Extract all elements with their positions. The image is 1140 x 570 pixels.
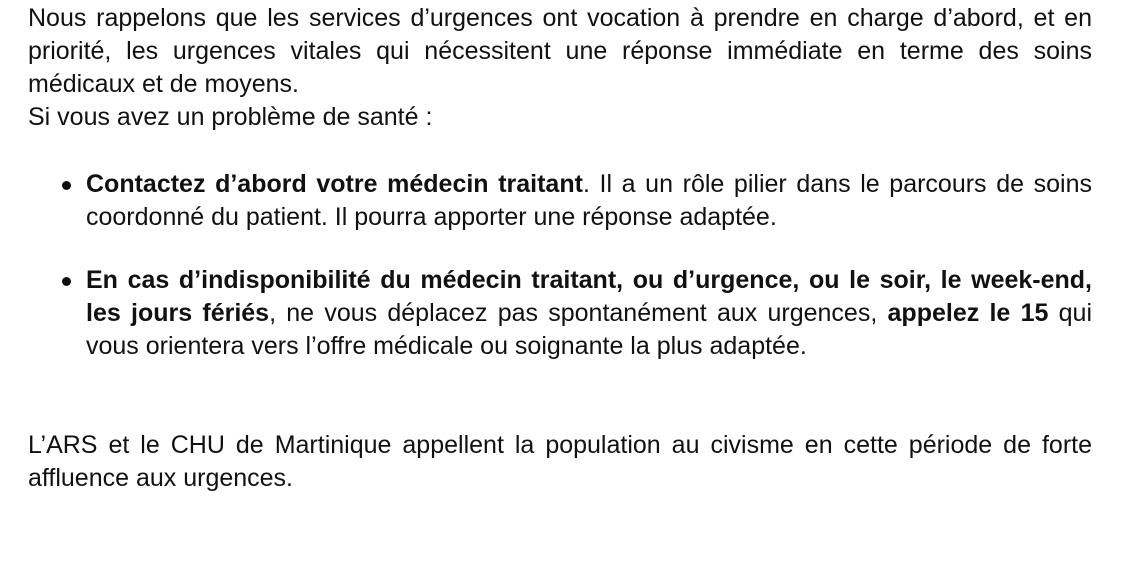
bullet-icon: [62, 277, 71, 286]
advice-text: , ne vous déplacez pas spontanément aux urgences,: [269, 299, 888, 327]
call-15-emphasis: appelez le 15: [887, 299, 1049, 327]
advice-item-contact-doctor: [28, 168, 1092, 234]
advice-text-end: qui vous orientera vers l’offre médicale ou soignante la plus adaptée.: [86, 299, 1092, 360]
advice-item-call-15: [28, 264, 1092, 363]
intro-paragraph: Nous rappelons que les services d’urgences ont vocation à prendre en charge d’abord, et en priorité, les urgences vitales qui nécessitent une réponse immédiate en terme des soins médicaux et de moyens.: [28, 4, 1092, 98]
advice-emphasis: En cas d’indisponibilité du médecin traitant, ou d’urgence, ou le soir, le week-end, les jours fériés: [86, 266, 1092, 327]
advice-text: . Il a un rôle pilier dans le parcours de soins coordonné du patient. Il pourra apporter une réponse adaptée.: [86, 170, 1092, 231]
advice-list: [28, 168, 1092, 363]
spacer: [28, 234, 1092, 264]
spacer: [28, 134, 1092, 168]
bullet-icon: [62, 181, 71, 190]
advice-emphasis: Contactez d’abord votre médecin traitant: [86, 170, 583, 198]
closing-paragraph: L’ARS et le CHU de Martinique appellent la population au civisme en cette période de forte affluence aux urgences.: [28, 431, 1092, 492]
health-problem-prompt: Si vous avez un problème de santé :: [28, 103, 433, 131]
spacer: [28, 363, 1092, 429]
document-page: [28, 2, 1092, 495]
